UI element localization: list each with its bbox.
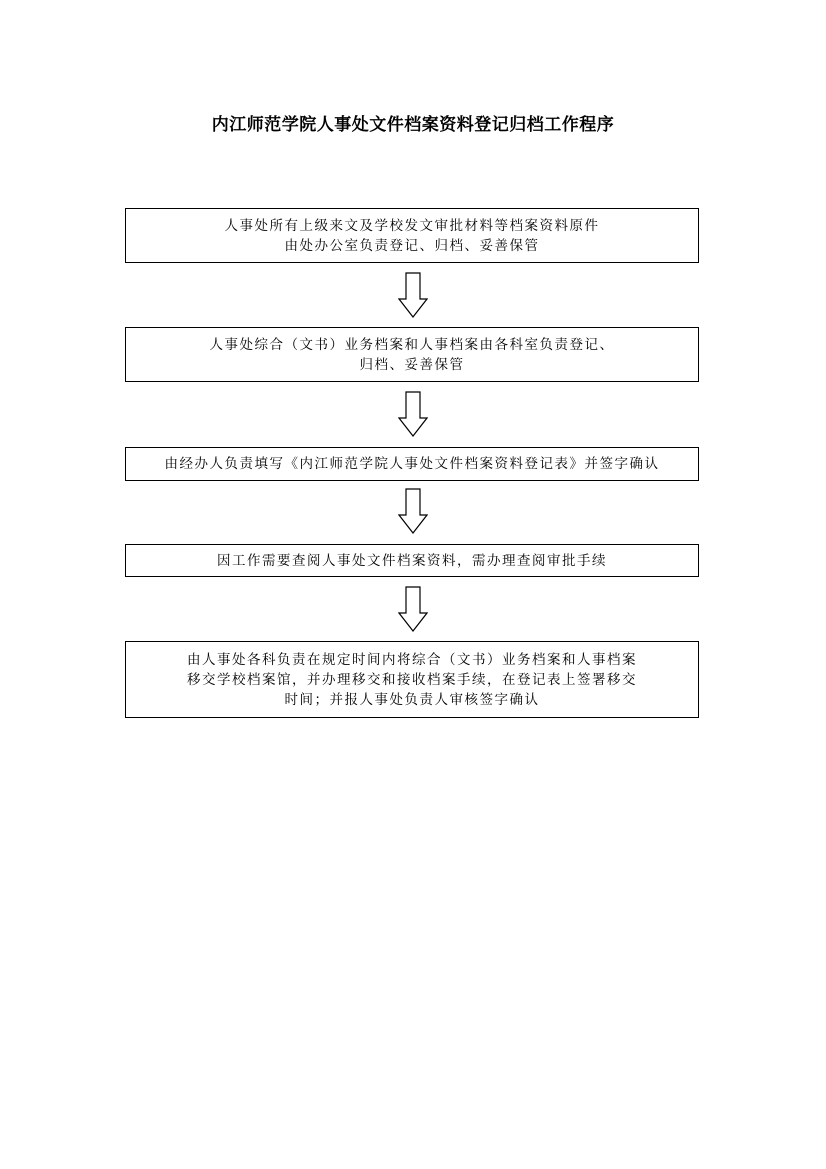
- flow-step-1-line-2: 由处办公室负责登记、归档、妥善保管: [284, 237, 540, 254]
- down-arrow-icon: [398, 586, 428, 632]
- down-arrow-icon: [398, 488, 428, 534]
- down-arrow-icon: [398, 272, 428, 318]
- flow-step-2-line-1: 人事处综合（文书）业务档案和人事档案由各科室负责登记、: [209, 336, 615, 353]
- down-arrow-icon: [398, 391, 428, 437]
- flow-step-3-line-1: 由经办人负责填写《内江师范学院人事处文件档案资料登记表》并签字确认: [164, 456, 660, 472]
- flow-step-1-line-1: 人事处所有上级来文及学校发文审批材料等档案资料原件: [224, 217, 600, 234]
- flow-step-2: [125, 327, 699, 382]
- flow-step-1: [125, 208, 699, 263]
- flow-step-5-line-3: 时间；并报人事处负责人审核签字确认: [284, 691, 540, 708]
- flow-step-2-line-2: 归档、妥善保管: [359, 356, 465, 373]
- document-title: 内江师范学院人事处文件档案资料登记归档工作程序: [211, 115, 615, 135]
- flow-step-4: [125, 544, 699, 577]
- flow-step-5-line-2: 移交学校档案馆，并办理移交和接收档案手续，在登记表上签署移交: [187, 671, 637, 688]
- flow-step-5-line-1: 由人事处各科负责在规定时间内将综合（文书）业务档案和人事档案: [187, 651, 637, 668]
- flow-step-5: [125, 641, 699, 718]
- flow-step-4-line-1: 因工作需要查阅人事处文件档案资料，需办理查阅审批手续: [217, 552, 607, 569]
- flow-step-3: [125, 447, 699, 481]
